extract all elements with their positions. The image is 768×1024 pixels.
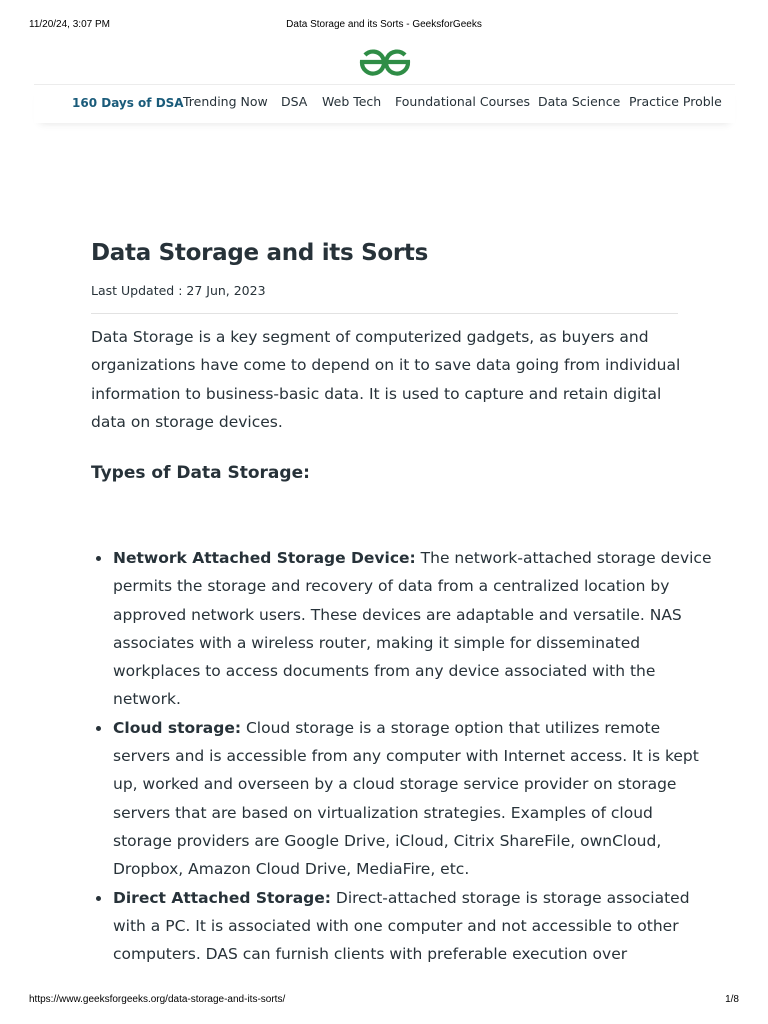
list-item-direct-attached-storage bbox=[113, 884, 713, 969]
geeksforgeeks-logo-icon[interactable] bbox=[356, 46, 414, 78]
list-item-network-attached-storage bbox=[113, 544, 713, 714]
last-updated-date: Last Updated : 27 Jun, 2023 bbox=[91, 283, 266, 298]
list-item-term: Network Attached Storage Device: bbox=[113, 549, 416, 567]
print-datetime: 11/20/24, 3:07 PM bbox=[29, 19, 110, 30]
print-document-title: Data Storage and its Sorts - GeeksforGeeks bbox=[286, 19, 482, 30]
print-header bbox=[0, 19, 768, 33]
nav-item-dsa[interactable]: DSA bbox=[281, 94, 308, 109]
article-title: Data Storage and its Sorts bbox=[91, 240, 428, 266]
list-item-description: Cloud storage is a storage option that utilizes remote servers and is accessible from any computer with Internet access. It is kept up, worked and overseen by a cloud storage service provider on storage servers that are based on virtualization strategies. Examples of cloud storage providers are Google Drive, iCloud, Citrix ShareFile, ownCloud, Dropbox, Amazon Cloud Drive, MediaFire, etc. bbox=[113, 718, 699, 879]
print-page-url: https://www.geeksforgeeks.org/data-storage-and-its-sorts/ bbox=[29, 994, 286, 1005]
title-divider bbox=[91, 313, 678, 314]
print-footer bbox=[0, 994, 768, 1008]
list-item-term: Cloud storage: bbox=[113, 718, 242, 737]
data-storage-types-list bbox=[91, 544, 713, 968]
article-intro-paragraph: Data Storage is a key segment of computerized gadgets, as buyers and organizations have come to depend on it to save data going from individual information to business-basic data. It is used to capture and retain digital data on storage devices. bbox=[91, 328, 681, 431]
nav-item-web-tech[interactable]: Web Tech bbox=[322, 94, 382, 109]
nav-item-foundational-courses[interactable]: Foundational Courses bbox=[395, 94, 531, 109]
section-heading-types: Types of Data Storage: bbox=[91, 463, 310, 483]
print-page-number: 1/8 bbox=[725, 994, 739, 1005]
list-item-cloud-storage bbox=[113, 714, 713, 884]
nav-item-trending-now[interactable]: Trending Now bbox=[183, 94, 268, 109]
list-item-description: Direct-attached storage is storage associated with a PC. It is associated with one computer and not accessible to other computers. DAS can furnish clients with preferable execution over bbox=[113, 888, 690, 964]
list-item-term: Direct Attached Storage: bbox=[113, 888, 331, 907]
top-navigation-bar bbox=[34, 84, 735, 123]
list-item-description: The network-attached storage device permits the storage and recovery of data from a centralized location by approved network users. These devices are adaptable and versatile. NAS associates with a wireless router, making it simple for disseminated workplaces to access documents from any device associated with the network. bbox=[113, 549, 712, 709]
nav-item-160-days-of-dsa[interactable]: 160 Days of DSA bbox=[72, 96, 184, 110]
nav-item-data-science[interactable]: Data Science bbox=[538, 94, 621, 109]
nav-item-practice-problems[interactable]: Practice Proble bbox=[629, 94, 722, 109]
